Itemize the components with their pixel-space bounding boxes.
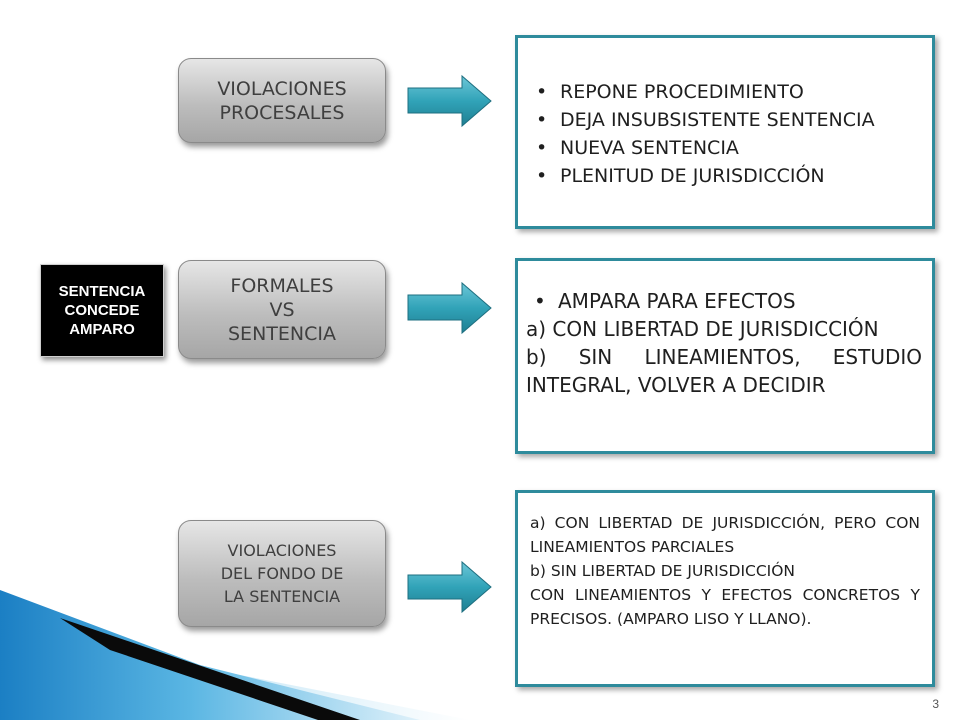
list-item: • DEJA INSUBSISTENTE SENTENCIA [528, 106, 922, 134]
effects-list-formales [526, 287, 922, 315]
root-line-3: AMPARO [69, 321, 135, 338]
list-item: • PLENITUD DE JURISDICCIÓN [528, 162, 922, 190]
page-number: 3 [932, 697, 939, 711]
branch-2-label-line-2: VS [269, 298, 295, 321]
branch-3-label-line-1: VIOLACIONES [227, 541, 337, 560]
list-item: • AMPARA PARA EFECTOS [526, 287, 922, 315]
list-item: • REPONE PROCEDIMIENTO [528, 78, 922, 106]
arrow-2 [408, 283, 491, 333]
branch-2-label-line-3: SENTENCIA [228, 322, 336, 345]
effects-box-fondo [515, 490, 935, 687]
arrow-1 [408, 76, 491, 126]
branch-3-label-line-3: LA SENTENCIA [223, 587, 341, 606]
effects-box-procesales [515, 35, 935, 229]
arrow-3 [408, 562, 491, 612]
branch-2-label-line-1: FORMALES [230, 274, 334, 297]
root-line-2: CONCEDE [64, 302, 140, 319]
branch-1-label-line-1: VIOLACIONES [217, 77, 347, 100]
option-detail: CON LINEAMIENTOS Y EFECTOS CONCRETOS Y PRECISOS. (AMPARO LISO Y LLANO). [530, 586, 920, 628]
effects-box-formales [515, 258, 935, 454]
option-b: b) SIN LIBERTAD DE JURISDICCIÓN [530, 562, 796, 580]
list-item: • NUEVA SENTENCIA [528, 134, 922, 162]
branch-1-label-line-2: PROCESALES [219, 101, 345, 124]
branch-violaciones-fondo [178, 520, 386, 627]
branch-violaciones-procesales [178, 58, 386, 143]
option-a: a) CON LIBERTAD DE JURISDICCIÓN [526, 317, 879, 341]
option-a: a) CON LIBERTAD DE JURISDICCIÓN, PERO CON LINEAMIENTOS PARCIALES [530, 514, 920, 556]
option-b: b) SIN LINEAMIENTOS, ESTUDIO INTEGRAL, VOLVER A DECIDIR [526, 345, 922, 397]
branch-3-label-line-2: DEL FONDO DE [220, 564, 344, 583]
effects-list-procesales [528, 78, 922, 190]
root-node-sentencia [40, 264, 164, 357]
root-line-1: SENTENCIA [58, 283, 146, 300]
branch-formales-vs-sentencia [178, 260, 386, 359]
